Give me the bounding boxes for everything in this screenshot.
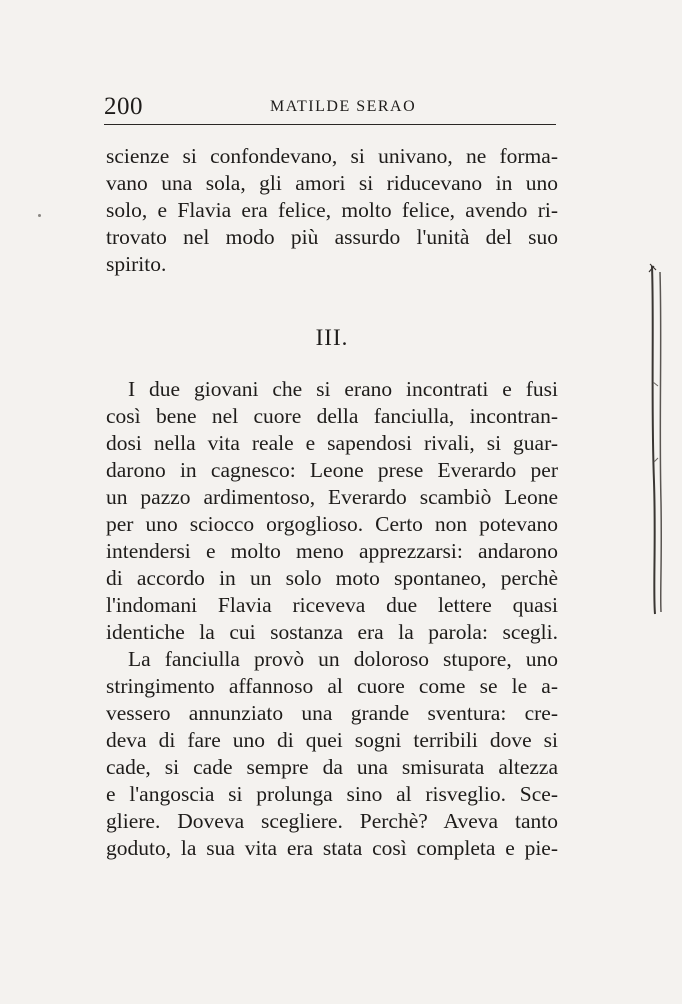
text-line: per uno sciocco orgoglioso. Certo non potevano bbox=[106, 512, 558, 536]
text-line: di accordo in un solo moto spontaneo, perchè bbox=[106, 566, 558, 590]
text-line: dosi nella vita reale e sapendosi rivali, si guar- bbox=[106, 431, 558, 455]
text-line: l'indomani Flavia riceveva due lettere quasi bbox=[106, 593, 558, 617]
page-number: 200 bbox=[104, 93, 143, 120]
paper-speck bbox=[38, 214, 41, 217]
text-line: gliere. Doveva scegliere. Perchè? Aveva tanto bbox=[106, 809, 558, 833]
running-head: MATILDE SERAO bbox=[270, 98, 417, 115]
text-line: e l'angoscia si prolunga sino al risveglio. Sce- bbox=[106, 782, 558, 806]
text-line: goduto, la sua vita era stata così completa e pie- bbox=[106, 836, 558, 860]
text-line: così bene nel cuore della fanciulla, incontran- bbox=[106, 404, 558, 428]
text-line: intendersi e molto meno apprezzarsi: andarono bbox=[106, 539, 558, 563]
text-line: identiche la cui sostanza era la parola: scegli. bbox=[106, 620, 558, 644]
text-line: solo, e Flavia era felice, molto felice, avendo ri- bbox=[106, 198, 558, 222]
margin-binding-mark bbox=[646, 262, 668, 618]
header-rule bbox=[104, 124, 556, 125]
text-line: La fanciulla provò un doloroso stupore, uno bbox=[128, 647, 558, 671]
page-header bbox=[104, 92, 556, 122]
text-line: un pazzo ardimentoso, Everardo scambiò Leone bbox=[106, 485, 558, 509]
text-line: deva di fare uno di quei sogni terribili dove si bbox=[106, 728, 558, 752]
text-line: darono in cagnesco: Leone prese Everardo per bbox=[106, 458, 558, 482]
text-line: vessero annunziato una grande sventura: cre- bbox=[106, 701, 558, 725]
text-line: cade, si cade sempre da una smisurata altezza bbox=[106, 755, 558, 779]
chapter-number: III. bbox=[315, 325, 349, 350]
text-line: stringimento affannoso al cuore come se le a- bbox=[106, 674, 558, 698]
text-line: vano una sola, gli amori si riducevano in uno bbox=[106, 171, 558, 195]
text-line: scienze si confondevano, si univano, ne forma- bbox=[106, 144, 558, 168]
text-line: spirito. bbox=[106, 252, 167, 276]
text-line: trovato nel modo più assurdo l'unità del suo bbox=[106, 225, 558, 249]
text-line: I due giovani che si erano incontrati e fusi bbox=[128, 377, 558, 401]
